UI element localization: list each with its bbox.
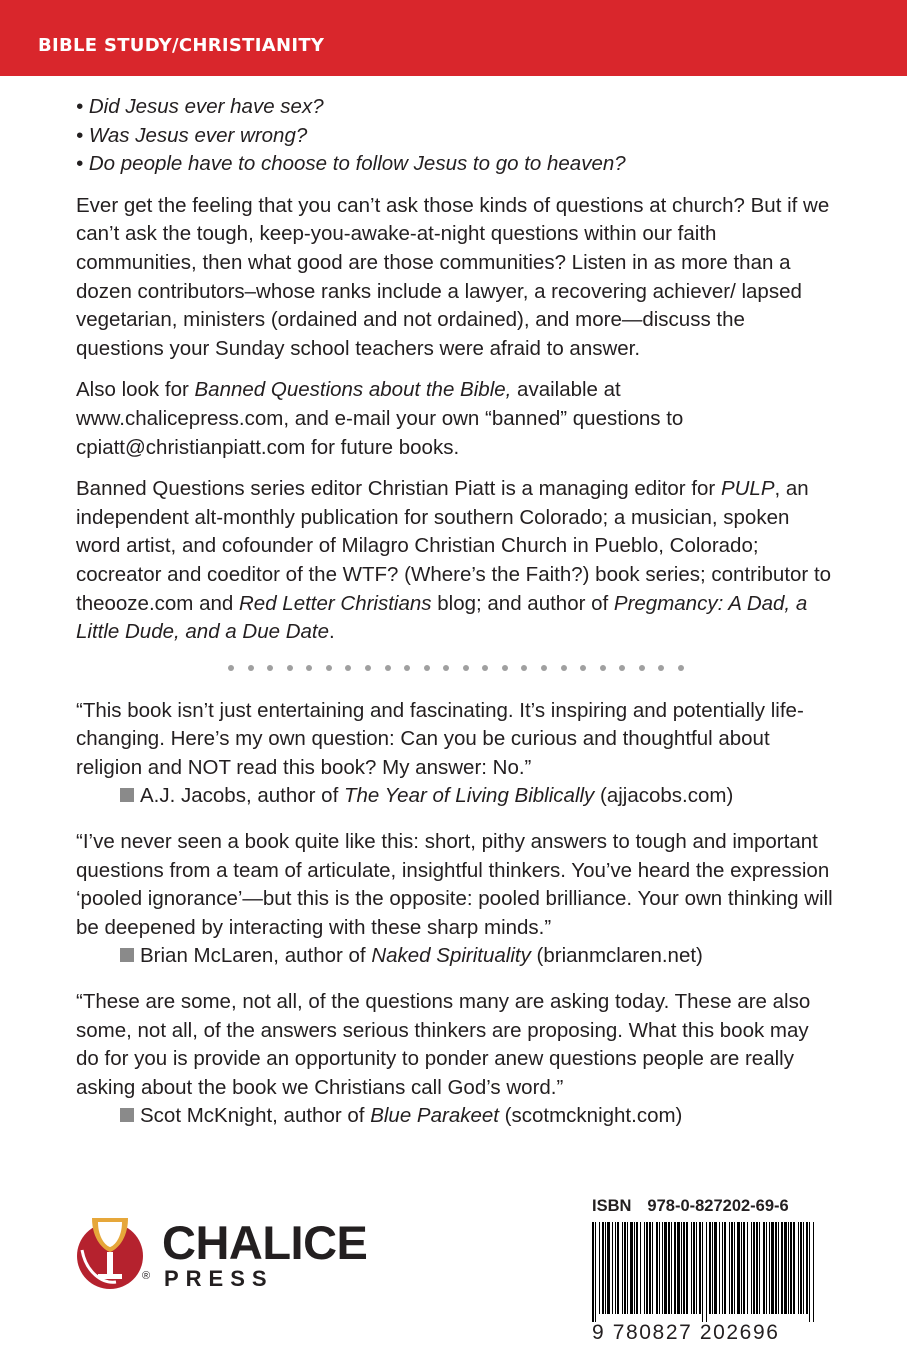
bio-pulp: PULP: [720, 477, 775, 501]
endorsement: [76, 988, 836, 1131]
category-band: [0, 0, 907, 76]
also-book-title: Banned Questions about the Bible,: [194, 378, 512, 402]
square-bullet-icon: [120, 788, 134, 802]
bio-book: Pregmancy: A Dad, a Little Dude, and a Due Date: [76, 591, 808, 644]
also-suffix: available at www.chalicepress.com, and e-mail your own “banned” questions to cpiatt@christianpiatt.com for future books.: [76, 378, 684, 459]
bio-part-1: Banned Questions series editor Christian Piatt is a managing editor for: [76, 477, 721, 501]
bio-part-2: , an independent alt-monthly publication for southern Colorado; a musician, spoken word artist, and cofounder of Milagro Christian Church in Pueblo, Colorado; cocreator and coeditor of the WTF? (Where’s the Faith?) book series; contributor to theooze.com and: [76, 477, 832, 615]
square-bullet-icon: [120, 948, 134, 962]
question-text: Do people have to choose to follow Jesus to go to heaven?: [88, 152, 626, 176]
endorsement-attribution: Scot McKnight, author of Blue Parakeet (scotmcknight.com): [120, 1102, 836, 1131]
barcode-graphic: [592, 1222, 818, 1322]
dotted-divider: [76, 661, 836, 675]
also-look-paragraph: [76, 376, 836, 462]
question-item: • Was Jesus ever wrong?: [76, 123, 308, 147]
blurb-paragraph: Ever get the feeling that you can’t ask those kinds of questions at church? But if we can’t ask the tough, keep-you-awake-at-night questions within our faith communities, then what good are those communities? Listen in as more than a dozen contributors–whose ranks include a lawyer, a recovering achiever/ lapsed vegetarian, ministers (ordained and not ordained), and more—discuss the questions your Sunday school teachers were afraid to answer.: [76, 193, 830, 360]
endorsement-quote: “I’ve never seen a book quite like this: short, pithy answers to tough and important questions from a team of articulate, insightful thinkers. You’ve heard the expression ‘pooled ignorance’—but this is the opposite: pooled brilliance. Your own thinking will be deepened by interacting with these sharp minds.”: [76, 830, 833, 939]
question-text: Was Jesus ever wrong?: [88, 123, 308, 147]
endorsement-attribution: A.J. Jacobs, author of The Year of Living Biblically (ajjacobs.com): [120, 782, 836, 811]
isbn-barcode-block: [592, 1196, 818, 1344]
bio-part-4: .: [329, 620, 335, 644]
back-cover-content: [76, 93, 836, 1148]
bio-part-3: blog; and author of: [431, 591, 614, 615]
category-title: BIBLE STUDY/CHRISTIANITY: [38, 35, 325, 56]
question-item: • Do people have to choose to follow Jesus to go to heaven?: [76, 152, 626, 176]
barcode-digits: 9 780827 202696: [592, 1321, 780, 1344]
endorsement-quote: “These are some, not all, of the questions many are asking today. These are also some, not all, of the answers serious thinkers are proposing. What this book may do for you is provide an opportunity to ponder anew questions people are really asking about the book we Christians call God’s word.”: [76, 990, 811, 1099]
endorsement-quote: “This book isn’t just entertaining and fascinating. It’s inspiring and potentially life-changing. Here’s my own question: Can you be curious and thoughtful about religion and NOT read this book? My answer: No.”: [76, 698, 804, 779]
also-prefix: Also look for: [76, 378, 195, 402]
editor-bio: [76, 475, 836, 647]
isbn-line: [592, 1196, 818, 1216]
publisher-sub: PRESS: [164, 1266, 274, 1291]
registered-mark: ®: [142, 1270, 151, 1282]
endorsement: [76, 697, 836, 811]
square-bullet-icon: [120, 1108, 134, 1122]
question-text: Did Jesus ever have sex?: [88, 95, 324, 118]
publisher-name: CHALICE: [162, 1216, 368, 1269]
endorsement: [76, 828, 836, 971]
endorsement-attribution: Brian McLaren, author of Naked Spirituality (brianmclaren.net): [120, 942, 836, 971]
bio-red-letter: Red Letter Christians: [238, 591, 432, 615]
isbn-number: 978-0-827202-69-6: [647, 1197, 789, 1215]
question-item: • Did Jesus ever have sex?: [76, 95, 324, 118]
question-list: [76, 93, 836, 179]
chalice-press-logo: [76, 1210, 368, 1300]
isbn-label: ISBN: [592, 1197, 632, 1215]
